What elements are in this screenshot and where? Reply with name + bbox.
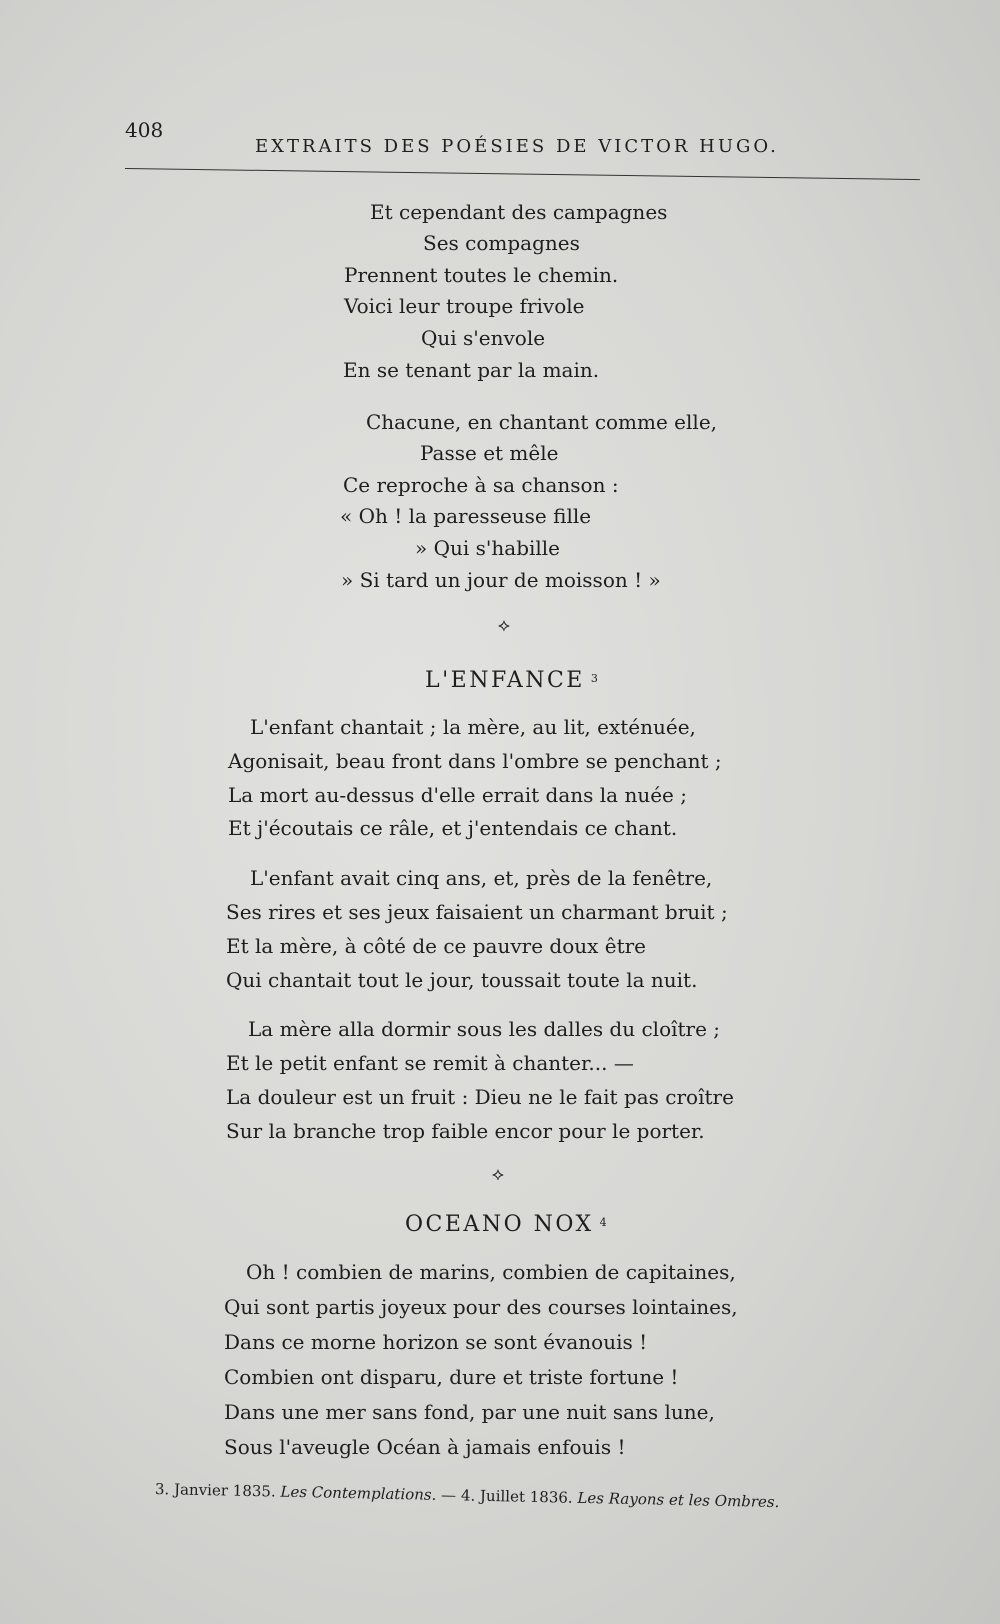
verse-line: Et cependant des campagnes <box>370 200 668 224</box>
verse-line: La mère alla dormir sous les dalles du cloître ; <box>248 1017 721 1041</box>
page-header <box>125 118 920 157</box>
verse-line: Ce reproche à sa chanson : <box>343 473 619 497</box>
footnote-4-date: 4. Juillet 1836. <box>460 1486 573 1507</box>
verse-line: Agonisait, beau front dans l'ombre se penchant ; <box>228 749 722 773</box>
poem-title: L'ENFANCE $^3$ <box>425 668 601 693</box>
verse-line: Dans ce morne horizon se sont évanouis ! <box>224 1330 648 1354</box>
footnote-3-work: Les Contemplations. <box>280 1482 437 1504</box>
verse-line: Chacune, en chantant comme elle, <box>366 410 718 434</box>
verse-line: L'enfant chantait ; la mère, au lit, exténuée, <box>250 715 696 739</box>
verse-line: Qui s'envole <box>421 326 546 350</box>
section-ornament: ⟡ <box>498 615 510 636</box>
verse-line: En se tenant par la main. <box>343 358 600 382</box>
header-rule <box>125 168 920 180</box>
verse-line: Sous l'aveugle Océan à jamais enfouis ! <box>224 1435 626 1459</box>
verse-line: Et j'écoutais ce râle, et j'entendais ce chant. <box>228 816 678 840</box>
page-number: 408 <box>125 118 164 142</box>
verse-line: La mort au-dessus d'elle errait dans la nuée ; <box>228 783 687 807</box>
verse-line: L'enfant avait cinq ans, et, près de la fenêtre, <box>250 866 713 890</box>
verse-line: Sur la branche trop faible encor pour le porter. <box>226 1119 705 1143</box>
verse-line: Passe et mêle <box>420 441 559 465</box>
footnote-4-work: Les Rayons et les Ombres. <box>577 1488 780 1512</box>
section-ornament: ⟡ <box>492 1164 504 1185</box>
verse-line: « Oh ! la paresseuse fille <box>340 504 592 528</box>
verse-line: » Si tard un jour de moisson ! » <box>341 568 661 592</box>
verse-line: Et la mère, à côté de ce pauvre doux être <box>226 934 647 958</box>
poem-title: OCEANO NOX $^4$ <box>405 1212 610 1237</box>
footnote-ref: 3 <box>590 672 601 685</box>
footnotes <box>155 1480 780 1511</box>
verse-line: Combien ont disparu, dure et triste fortune ! <box>224 1365 679 1389</box>
verse-line: Qui chantait tout le jour, toussait toute la nuit. <box>226 968 698 992</box>
verse-line: Ses compagnes <box>423 231 580 255</box>
verse-line: Et le petit enfant se remit à chanter... — <box>226 1051 634 1075</box>
verse-line: Ses rires et ses jeux faisaient un charmant bruit ; <box>226 900 728 924</box>
verse-line: Prennent toutes le chemin. <box>344 263 619 287</box>
footnote-separator: — <box>436 1485 462 1505</box>
verse-line: La douleur est un fruit : Dieu ne le fait pas croître <box>226 1085 734 1109</box>
verse-line: » Qui s'habille <box>415 536 561 560</box>
footnote-ref: 4 <box>599 1216 610 1229</box>
running-title: EXTRAITS DES POÉSIES DE VICTOR HUGO. <box>255 136 779 157</box>
verse-line: Dans une mer sans fond, par une nuit sans lune, <box>224 1400 715 1424</box>
verse-line: Voici leur troupe frivole <box>344 294 585 318</box>
verse-line: Oh ! combien de marins, combien de capitaines, <box>246 1260 736 1284</box>
verse-line: Qui sont partis joyeux pour des courses lointaines, <box>224 1295 738 1319</box>
footnote-3-date: 3. Janvier 1835. <box>154 1480 276 1501</box>
